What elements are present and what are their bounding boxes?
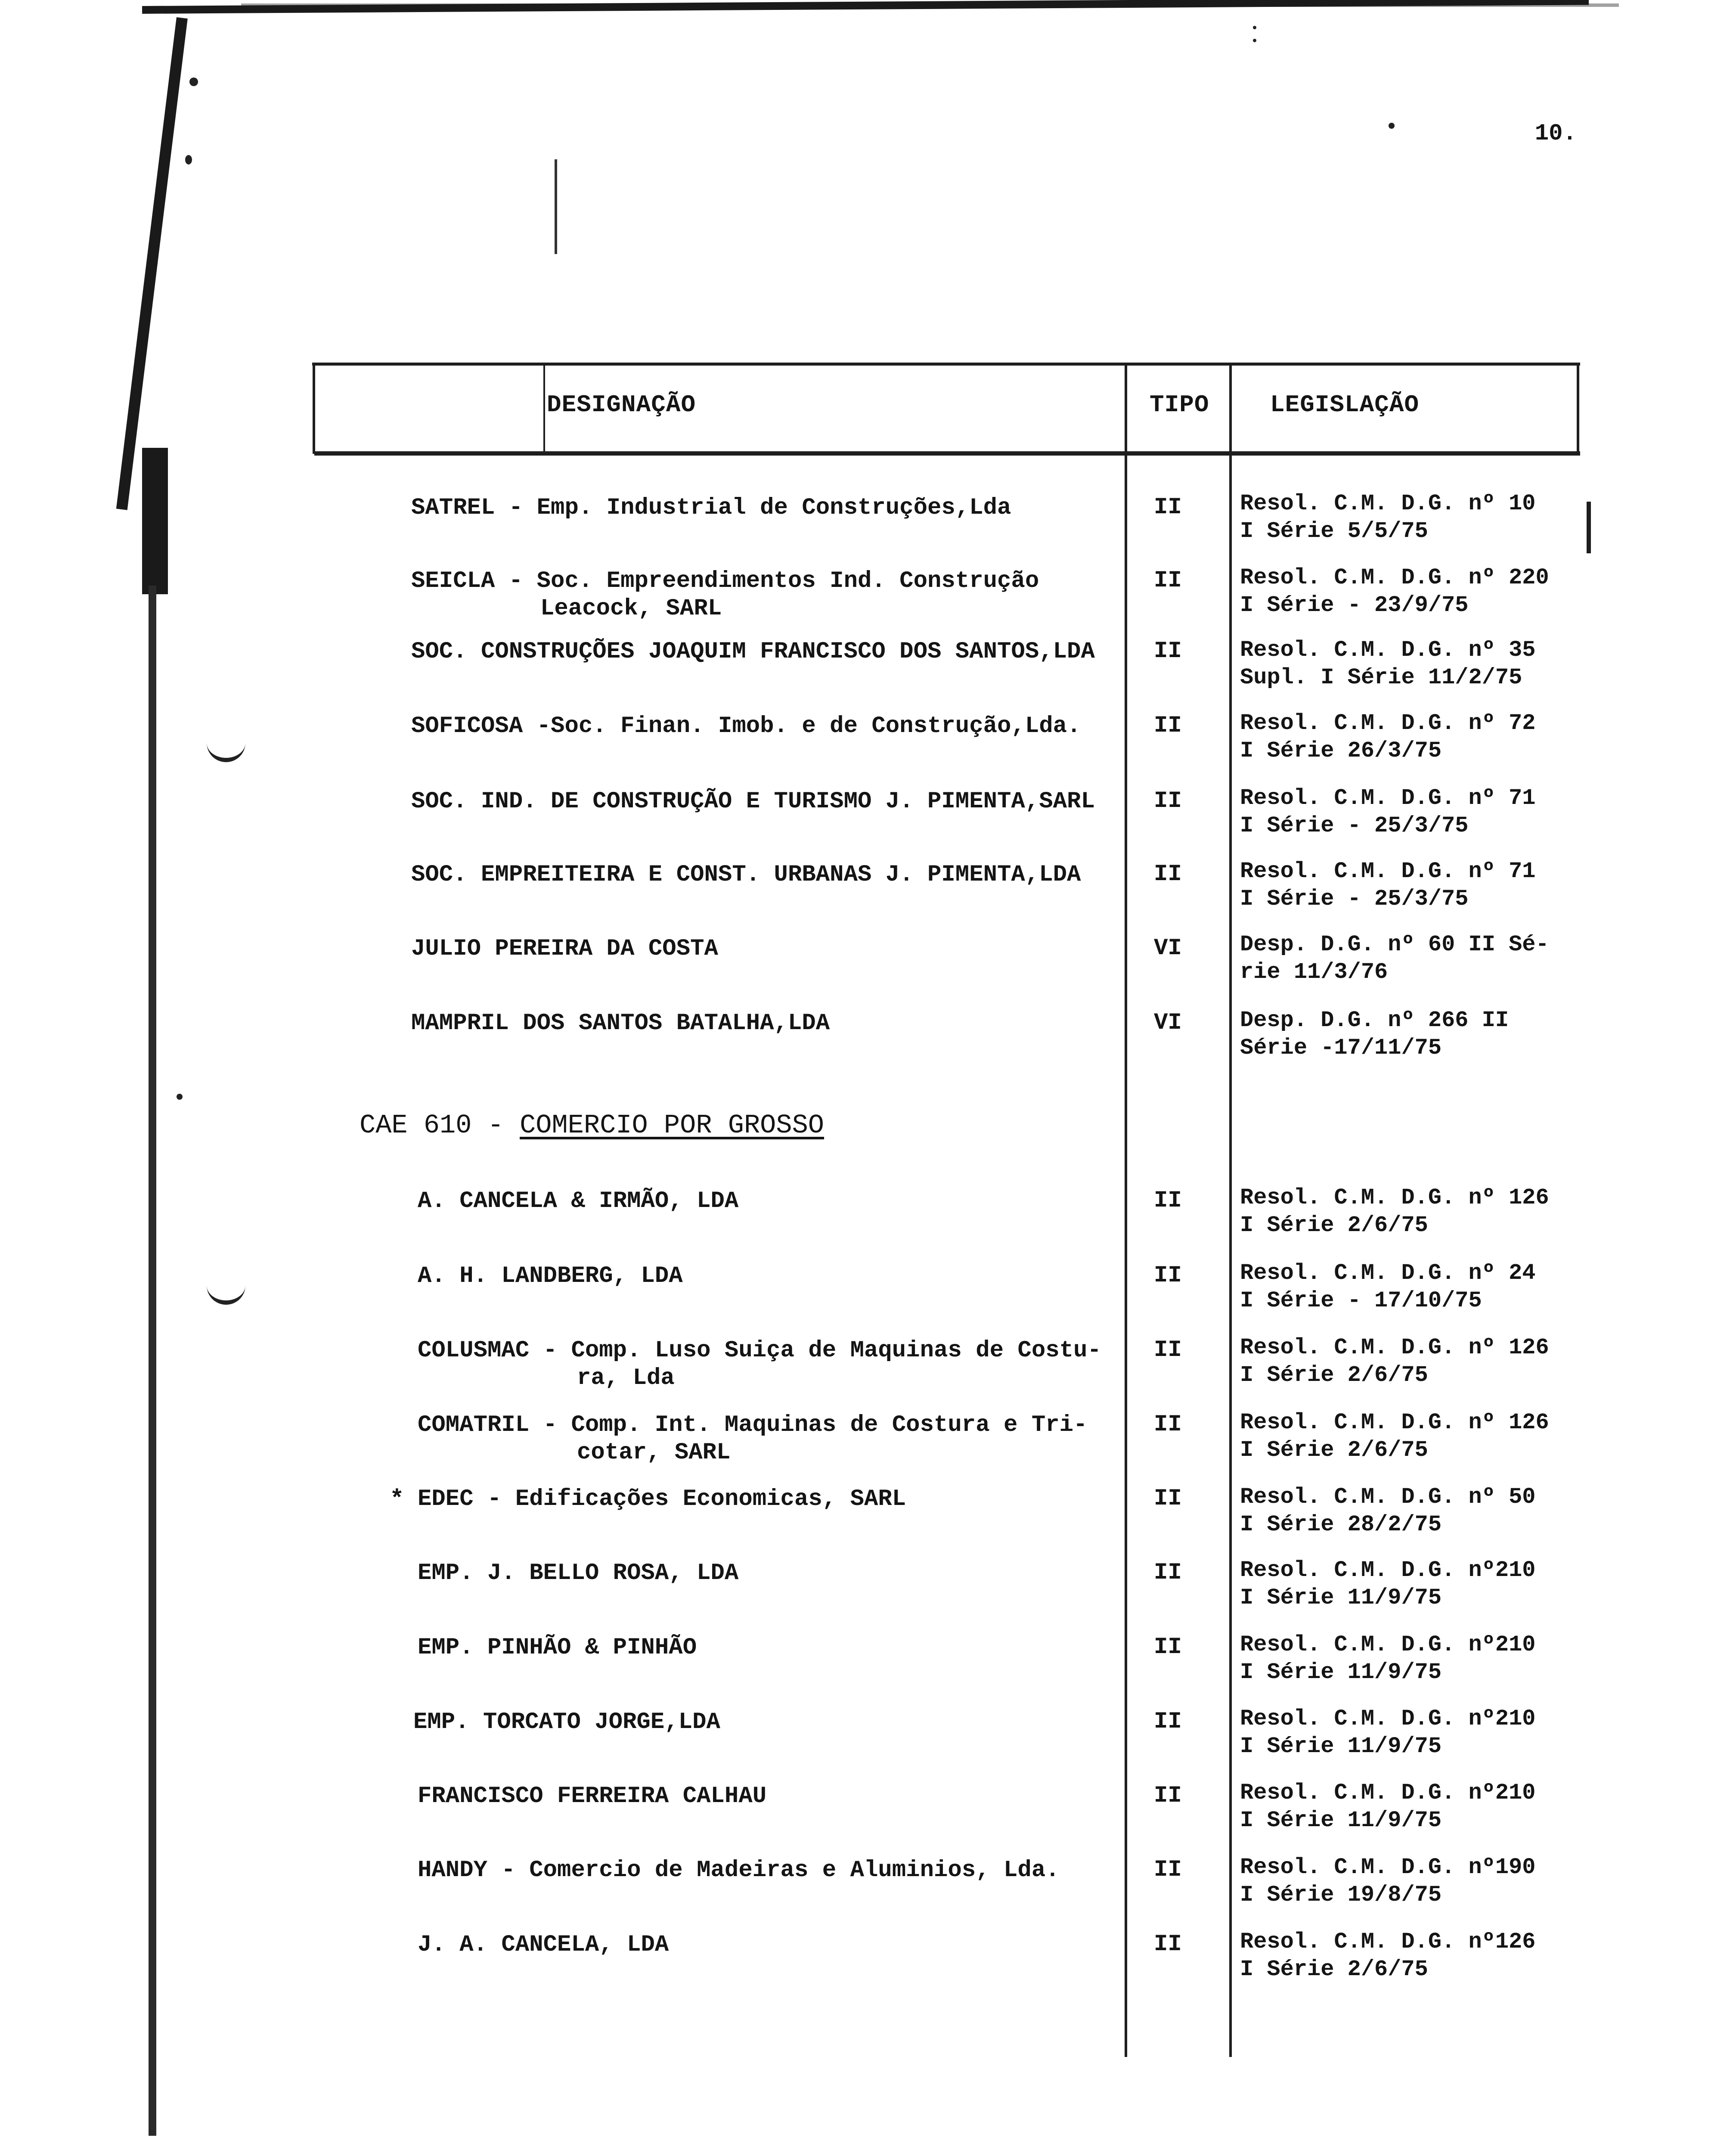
legislation-line: Resol. C.M. D.G. nº 24 <box>1240 1260 1536 1286</box>
legislation-cell <box>1240 931 1549 986</box>
legislation-line: I Série 2/6/75 <box>1240 1362 1428 1388</box>
legislation-line: Resol. C.M. D.G. nº 50 <box>1240 1484 1536 1510</box>
designation-line: A. H. LANDBERG, LDA <box>418 1263 683 1289</box>
legislation-line: Resol. C.M. D.G. nº210 <box>1240 1706 1536 1731</box>
tipo-value: II <box>1154 1560 1182 1586</box>
tipo-value: II <box>1154 1857 1182 1883</box>
asterisk-mark: * <box>390 1486 404 1513</box>
scan-mark <box>555 159 557 254</box>
designation-line: JULIO PEREIRA DA COSTA <box>411 936 718 962</box>
scan-speck <box>177 1094 183 1100</box>
table-top-border <box>312 363 1580 366</box>
legislation-cell <box>1240 1483 1536 1539</box>
scan-speck <box>1253 39 1256 42</box>
legislation-line: I Série 11/9/75 <box>1240 1660 1442 1685</box>
table-row <box>418 1337 1101 1392</box>
tipo-value: II <box>1154 713 1182 739</box>
designation-line: EMP. TORCATO JORGE,LDA <box>413 1709 720 1735</box>
tipo-value: II <box>1154 788 1182 814</box>
section-heading <box>360 1110 824 1141</box>
legislation-cell <box>1240 1260 1536 1315</box>
table-row <box>411 713 1081 740</box>
legislation-cell <box>1240 785 1536 840</box>
legislation-line: Resol. C.M. D.G. nº 35 <box>1240 637 1536 663</box>
table-row <box>411 1010 830 1037</box>
legislation-cell <box>1240 1007 1509 1062</box>
legislation-line: I Série 2/6/75 <box>1240 1957 1428 1982</box>
legislation-cell <box>1240 858 1536 913</box>
designation-line: EMP. PINHÃO & PINHÃO <box>418 1635 697 1661</box>
legislation-line: Resol. C.M. D.G. nº 220 <box>1240 565 1549 590</box>
table-divider-tipo <box>1125 363 1127 2057</box>
table-row <box>418 1560 738 1587</box>
tipo-value: II <box>1154 494 1182 521</box>
tipo-value: II <box>1154 1486 1182 1512</box>
tipo-value: II <box>1154 1337 1182 1363</box>
designation-line: SOC. IND. DE CONSTRUÇÃO E TURISMO J. PIMENTA,SARL <box>411 788 1095 815</box>
legislation-cell <box>1240 490 1536 545</box>
scan-speck <box>1389 123 1395 129</box>
legislation-line: I Série - 25/3/75 <box>1240 813 1469 838</box>
table-row <box>411 861 1081 889</box>
table-row <box>411 494 1011 522</box>
legislation-line: I Série 11/9/75 <box>1240 1808 1442 1833</box>
table-row <box>413 1709 720 1736</box>
designation-line: MAMPRIL DOS SANTOS BATALHA,LDA <box>411 1010 830 1036</box>
table-row <box>411 638 1095 666</box>
legislation-line: I Série 11/9/75 <box>1240 1585 1442 1610</box>
legislation-line: Desp. D.G. nº 60 II Sé- <box>1240 932 1549 957</box>
header-tipo: TIPO <box>1150 391 1209 419</box>
legislation-line: Supl. I Série 11/2/75 <box>1240 665 1522 690</box>
section-code: CAE 610 - <box>360 1110 520 1141</box>
scan-curve-mark <box>207 1275 245 1305</box>
designation-line: SOC. CONSTRUÇÕES JOAQUIM FRANCISCO DOS SANTOS,LDA <box>411 639 1095 665</box>
table-row <box>418 1857 1060 1884</box>
legislation-line: I Série 2/6/75 <box>1240 1437 1428 1463</box>
legislation-line: Resol. C.M. D.G. nº 72 <box>1240 710 1536 736</box>
table-left-border <box>313 363 315 454</box>
legislation-cell <box>1240 1779 1536 1834</box>
tipo-value: II <box>1154 638 1182 664</box>
header-designacao: DESIGNAÇÃO <box>547 391 696 419</box>
header-tick <box>543 363 545 454</box>
legislation-line: Resol. C.M. D.G. nº 71 <box>1240 859 1536 884</box>
designation-line: SATREL - Emp. Industrial de Construções,Lda <box>411 495 1011 521</box>
scan-edge-left-line <box>149 586 156 2136</box>
legislation-line: I Série - 23/9/75 <box>1240 593 1469 618</box>
scan-speck <box>1253 26 1256 29</box>
table-row <box>411 788 1095 816</box>
tipo-value: II <box>1154 1783 1182 1809</box>
table-divider-legislacao <box>1229 363 1232 2057</box>
legislation-line: Resol. C.M. D.G. nº 126 <box>1240 1335 1549 1360</box>
designation-line: SOC. EMPREITEIRA E CONST. URBANAS J. PIMENTA,LDA <box>411 862 1081 888</box>
table-row <box>418 1412 1087 1467</box>
legislation-cell <box>1240 710 1536 765</box>
tipo-value: VI <box>1154 1010 1182 1036</box>
page-number: 10. <box>1534 121 1577 147</box>
designation-line: Leacock, SARL <box>540 596 722 622</box>
table-row <box>418 1486 906 1513</box>
table-right-border <box>1577 363 1579 454</box>
tipo-value: II <box>1154 568 1182 594</box>
scan-edge-left <box>116 17 188 510</box>
designation-line: SEICLA - Soc. Empreendimentos Ind. Construção <box>411 568 1039 594</box>
legislation-line: I Série - 17/10/75 <box>1240 1288 1482 1313</box>
scan-mark <box>1587 502 1591 553</box>
legislation-line: I Série 5/5/75 <box>1240 518 1428 544</box>
scan-edge-left-dark <box>142 448 168 594</box>
designation-line: HANDY - Comercio de Madeiras e Aluminios, Lda. <box>418 1857 1060 1883</box>
legislation-line: Série -17/11/75 <box>1240 1035 1442 1061</box>
table-row <box>418 1931 669 1959</box>
legislation-line: Resol. C.M. D.G. nº 10 <box>1240 491 1536 516</box>
header-legislacao: LEGISLAÇÃO <box>1270 391 1420 419</box>
legislation-cell <box>1240 1631 1536 1686</box>
legislation-cell <box>1240 1557 1536 1612</box>
designation-line: cotar, SARL <box>577 1439 731 1466</box>
legislation-line: Resol. C.M. D.G. nº 126 <box>1240 1410 1549 1435</box>
designation-line: FRANCISCO FERREIRA CALHAU <box>418 1783 767 1809</box>
legislation-line: Resol. C.M. D.G. nº 126 <box>1240 1185 1549 1210</box>
legislation-cell <box>1240 1334 1549 1389</box>
legislation-line: rie 11/3/76 <box>1240 959 1388 985</box>
tipo-value: II <box>1154 1263 1182 1289</box>
legislation-cell <box>1240 636 1536 692</box>
designation-line: COLUSMAC - Comp. Luso Suiça de Maquinas de Costu- <box>418 1337 1101 1364</box>
designation-line: A. CANCELA & IRMÃO, LDA <box>418 1188 739 1214</box>
legislation-line: Resol. C.M. D.G. nº210 <box>1240 1632 1536 1657</box>
legislation-line: Resol. C.M. D.G. nº210 <box>1240 1780 1536 1806</box>
legislation-cell <box>1240 1184 1549 1239</box>
section-title: COMERCIO POR GROSSO <box>520 1110 824 1141</box>
scan-speck <box>189 78 198 86</box>
table-row <box>418 1263 683 1290</box>
designation-line: J. A. CANCELA, LDA <box>418 1932 669 1958</box>
designation-line: ra, Lda <box>577 1365 675 1391</box>
legislation-line: Resol. C.M. D.G. nº 71 <box>1240 785 1536 811</box>
scan-curve-mark <box>207 732 245 762</box>
legislation-cell <box>1240 1409 1549 1464</box>
legislation-line: I Série 11/9/75 <box>1240 1734 1442 1759</box>
tipo-value: II <box>1154 1188 1182 1214</box>
legislation-cell <box>1240 1854 1536 1909</box>
scan-speck <box>185 155 192 164</box>
table-row <box>411 568 1039 623</box>
legislation-line: I Série 28/2/75 <box>1240 1512 1442 1537</box>
tipo-value: VI <box>1154 935 1182 962</box>
legislation-line: Resol. C.M. D.G. nº126 <box>1240 1929 1536 1954</box>
legislation-line: I Série 2/6/75 <box>1240 1213 1428 1238</box>
tipo-value: II <box>1154 1634 1182 1660</box>
table-row <box>411 935 718 963</box>
tipo-value: II <box>1154 861 1182 887</box>
table-header-bottom-border <box>314 451 1580 456</box>
table-row <box>418 1783 766 1810</box>
legislation-cell <box>1240 1928 1536 1983</box>
tipo-value: II <box>1154 1709 1182 1735</box>
legislation-line: Desp. D.G. nº 266 II <box>1240 1008 1509 1033</box>
tipo-value: II <box>1154 1412 1182 1438</box>
legislation-cell <box>1240 564 1549 619</box>
legislation-line: Resol. C.M. D.G. nº190 <box>1240 1855 1536 1880</box>
legislation-line: I Série 19/8/75 <box>1240 1882 1442 1908</box>
designation-line: EMP. J. BELLO ROSA, LDA <box>418 1560 739 1586</box>
designation-line: SOFICOSA -Soc. Finan. Imob. e de Construção,Lda. <box>411 713 1081 739</box>
legislation-cell <box>1240 1705 1536 1760</box>
tipo-value: II <box>1154 1931 1182 1958</box>
legislation-line: I Série - 25/3/75 <box>1240 886 1469 912</box>
legislation-line: I Série 26/3/75 <box>1240 738 1442 763</box>
table-row <box>418 1634 697 1662</box>
legislation-line: Resol. C.M. D.G. nº210 <box>1240 1557 1536 1583</box>
designation-line: EDEC - Edificações Economicas, SARL <box>418 1486 906 1512</box>
table-row <box>418 1188 738 1215</box>
designation-line: COMATRIL - Comp. Int. Maquinas de Costura e Tri- <box>418 1412 1088 1438</box>
